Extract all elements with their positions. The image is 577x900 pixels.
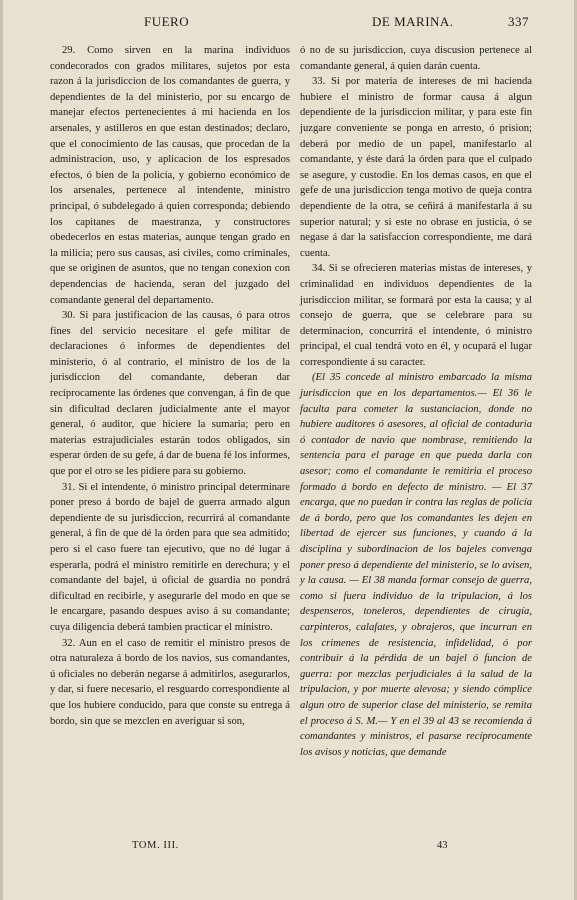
page-edge-left xyxy=(0,0,3,900)
article-30: 30. Si para justificacion de las causas, ó para otros fines del servicio necesitare el gefe militar de declaraciones ó informes de dependientes del ministerio, ó al contrario, el ministro de los de la jurisdiccion del comandante, deberan dar recíprocamente las órdenes que convengan, á fin de que sin dificultad declaren judicialmente ante el mayor general, ó auditor, que hiciere la sumaria; pero en materias estrajudiciales estarán todos obligados, sin esperar órden de su gefe, á dar de buena fé los informes, que por el otro se les pidiere para su gobierno. xyxy=(50,310,290,478)
header-left-title: FUERO xyxy=(144,14,190,29)
signature-mark: 43 xyxy=(437,840,448,851)
article-29: 29. Como sirven en la marina individuos condecorados con grados militares, sujetos por esta razon á la jurisdiccion de los comandantes de guerra, y dependientes de la del ministerio, por su encargo de manejar efectos pertenecientes á mi hacienda en los arsenales, y astilleros en que estan destinados; declaro, que el conocimiento de las causas, que procedan de la administracion, uso, y aplicacion de los espresados efectos, ó bien de la policía, y gobierno económico de los arsenales, pertenece al intendente, ministro principal, ó subdelegado á quien corresponda; debiendo los capitanes de maestranza, y constructores obedecerlos en estas materias, aunque tengan grado en la milicia; pero sus causas, asi civiles, como criminales, que se originen de asuntos, que no tengan conexion con dependencias de hacienda, seran del juzgado del comandante general del departamento. xyxy=(50,45,290,306)
header-right-title: DE MARINA. xyxy=(372,14,454,29)
running-header xyxy=(0,14,577,34)
article-31: 31. Si el intendente, ó ministro principal determinare poner preso á bordo de bajel de guerra armado algun dependiente de su jurisdiccion, recurrirá al comandante general, á fin de que dé la órden para que sea admitido; pero si el caso fuere tan ejecutivo, que no dé lugar á esperarla, podrá el ministro remitirle en derechura; y el comandante del bajel, ú oficial de guardia no pondrá dificultad en recibirle, y asegurarle del modo en que se le encargare, pasando despues aviso á su comandante; cuya diligencia deberá tambien practicar el ministro. xyxy=(50,481,290,633)
article-34: 34. Si se ofrecieren materias mistas de intereses, y criminalidad en individuos dependientes de la jurisdiccion militar, se formará por esta la causa; y al consejo de guerra, que se celebrare para su determinacion, concurrirá el intendente, ó ministro principal, el cual tendrá voto en él, y ocupará el lugar correspondiente á su caracter. xyxy=(300,263,532,368)
editorial-note-text: (El 35 concede al ministro embarcado la misma jurisdiccion que en los departamentos.— El 36 le faculta para cometer la sustanciacion, donde no hubiere auditores ó asesores, al oficial de contaduria ó contador de navio que nombrase, remitiendo la sentencia para el parage en que pueda darla con asesor; como el comandante le remitiria el proceso formado á bordo en defecto de ministro. — El 37 encarga, que no puedan ir contra las reglas de policía de á bordo, pero que los comandantes les dejen en libertad de ejercer sus funciones, y cuando á la disciplina y subordinacion de los bajeles convenga poner preso á dependiente del ministerio, se lo avisen, y la causa. — El 38 manda formar consejo de guerra, como si fuera individuo de la tripulacion, á los despenseros, toneleros, dependientes de cirugía, carpinteros, calafates, y obrajeros, que incurran en los crimenes de resistencia, infidelidad, ó por contribuir á la pérdida de un bajel ó funcion de guerra: por mezclas perjudiciales á la salud de la tripulacion, y por muerte alevosa; y siendo cómplice algun otro de superior clase del ministerio, se remita el proceso á S. M.— Y en el 39 al 43 se recomienda á comandantes y ministros, el pasarse recíprocamente los avisos y noticias, que demande xyxy=(300,372,532,758)
volume-label: TOM. III. xyxy=(132,840,179,851)
left-column xyxy=(50,43,290,729)
article-32-continued: ó no de su jurisdiccion, cuya discusion pertenece al comandante general, á quien darán cuenta. xyxy=(300,45,532,72)
article-32: 32. Aun en el caso de remitir el ministro presos de otra naturaleza á bordo de los navios, sus comandantes, ú oficiales no deberán negarse á admitirlos, asegurarlos, y dar, si fuere necesario, el resguardo correspondiente al que los hubiere conducido, para que conste su entrega á bordo, sin que se mezclen en averiguar si son, xyxy=(50,637,290,727)
editorial-note xyxy=(300,370,532,760)
article-33: 33. Si por materia de intereses de mi hacienda hubiere el ministro de formar causa á algun dependiente de la jurisdiccion militar, y para este fin juzgare conveniente se ponga en arresto, ó prision; deberá por medio de un papel, manifestarlo al comandante, y éste dará la órden para que el culpado se asegure, y custodie. En los demas casos, en que el gefe de una jurisdiccion tenga motivo de queja contra dependiente de la otra, se ceñirá á manifestarla á su superior natural; y si este no obrase en justicia, ó se negase á dar la satisfaccion correspondiente, me dará cuenta. xyxy=(300,76,532,259)
right-column xyxy=(300,43,532,760)
page-number: 337 xyxy=(508,14,529,29)
